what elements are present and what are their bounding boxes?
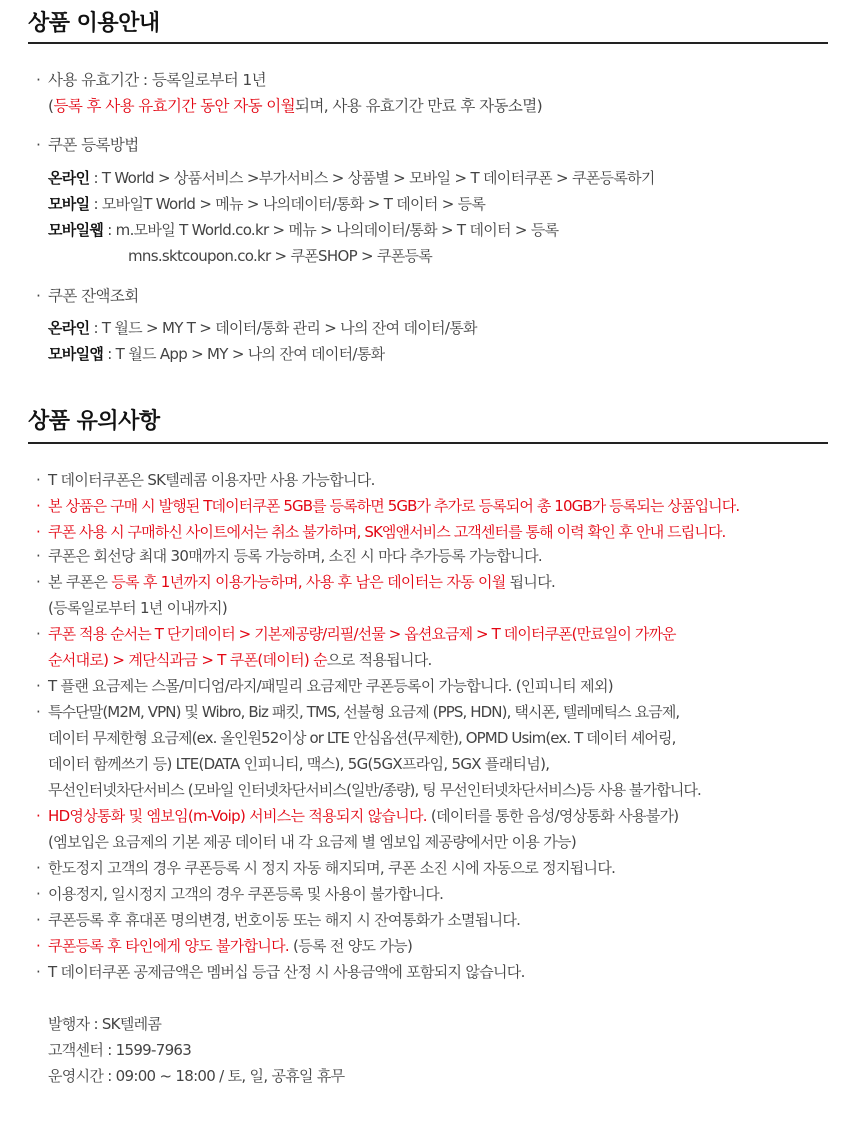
usage-guide-divider — [28, 42, 828, 44]
bullet: · — [36, 523, 41, 541]
bullet: · — [36, 703, 41, 721]
bullet: · — [36, 573, 41, 591]
notice-item-continued: 무선인터넷차단서비스 (모바일 인터넷차단서비스(일반/종량), 팅 무선인터넷차단서비스)등 사용 불가합니다. — [48, 781, 701, 799]
bullet: · — [36, 677, 41, 695]
operating-hours: 운영시간 : 09:00 ~ 18:00 / 토, 일, 공휴일 휴무 — [48, 1067, 345, 1085]
notice-item-continued: 데이터 함께쓰기 등) LTE(DATA 인피니티, 맥스), 5G(5GX프라임, 5GX 플래티넘), — [48, 755, 550, 773]
mobileweb-label: 모바일웹 — [48, 221, 104, 239]
balance-online: 온라인 : T 월드 > MY T > 데이터/통화 관리 > 나의 잔여 데이터/통화 — [48, 319, 477, 337]
usage-guide-title: 상품 이용안내 — [28, 11, 160, 36]
bullet: · — [36, 287, 41, 305]
notice-divider — [28, 442, 828, 444]
bullet: · — [36, 471, 41, 489]
validity-note: (등록 후 사용 유효기간 동안 자동 이월되며, 사용 유효기간 만료 후 자동소멸) — [48, 97, 543, 115]
bullet: · — [36, 963, 41, 981]
bullet: · — [36, 911, 41, 929]
bullet: · — [36, 859, 41, 877]
validity-note-highlight: 등록 후 사용 유효기간 동안 자동 이월 — [53, 97, 296, 115]
registration-mobile: 모바일 : 모바일T World > 메뉴 > 나의데이터/통화 > T 데이터 > 등록 — [48, 195, 486, 213]
notice-item-continued: (엠보입은 요금제의 기본 제공 데이터 내 각 요금제 별 엠보입 제공량에서만 이용 가능) — [48, 833, 576, 851]
notice-item-continued: 순서대로) > 계단식과금 > T 쿠폰(데이터) 순으로 적용됩니다. — [48, 651, 432, 669]
balance-label: 쿠폰 잔액조회 — [48, 287, 139, 305]
registration-mobileweb-path2: mns.sktcoupon.co.kr > 쿠폰SHOP > 쿠폰등록 — [128, 247, 433, 265]
notice-highlight: 순서대로) > 계단식과금 > T 쿠폰(데이터) 순 — [48, 651, 327, 669]
registration-online: 온라인 : T World > 상품서비스 >부가서비스 > 상품별 > 모바일 > T 데이터쿠폰 > 쿠폰등록하기 — [48, 169, 655, 187]
balance-mobileapp: 모바일앱 : T 월드 App > MY > 나의 잔여 데이터/통화 — [48, 345, 385, 363]
bullet: · — [36, 625, 41, 643]
online-label: 온라인 — [48, 169, 90, 187]
notice-highlight: 등록 후 1년까지 이용가능하며, 사용 후 남은 데이터는 자동 이월 — [111, 573, 506, 591]
notice-highlight: 쿠폰 적용 순서는 T 단기데이터 > 기본제공량/리필/선물 > 옵션요금제 > T 데이터쿠폰(만료일이 가까운 — [48, 625, 676, 643]
online-label: 온라인 — [48, 319, 90, 337]
bullet: · — [36, 937, 41, 955]
notice-item-continued: 데이터 무제한형 요금제(ex. 올인원52이상 or LTE 안심옵션(무제한), OPMD Usim(ex. T 데이터 셰어링, — [48, 729, 676, 747]
mobileapp-label: 모바일앱 — [48, 345, 104, 363]
notice-title: 상품 유의사항 — [28, 409, 160, 434]
bullet: · — [36, 547, 41, 565]
registration-mobileweb: 모바일웹 : m.모바일 T World.co.kr > 메뉴 > 나의데이터/통화 > T 데이터 > 등록 — [48, 221, 559, 239]
registration-label: 쿠폰 등록방법 — [48, 136, 139, 154]
bullet: · — [36, 136, 41, 154]
bullet: · — [36, 807, 41, 825]
mobile-label: 모바일 — [48, 195, 90, 213]
bullet: · — [36, 497, 41, 515]
notice-item-continued: (등록일로부터 1년 이내까지) — [48, 599, 227, 617]
bullet: · — [36, 885, 41, 903]
bullet: · — [36, 71, 41, 89]
notice-highlight: 쿠폰등록 후 타인에게 양도 불가합니다. — [48, 937, 289, 955]
service-center: 고객센터 : 1599-7963 — [48, 1041, 192, 1059]
notice-highlight: HD영상통화 및 엠보임(m-Voip) 서비스는 적용되지 않습니다. — [48, 807, 427, 825]
validity-label: 사용 유효기간 : 등록일로부터 1년 — [48, 71, 267, 89]
publisher: 발행자 : SK텔레콤 — [48, 1015, 162, 1033]
